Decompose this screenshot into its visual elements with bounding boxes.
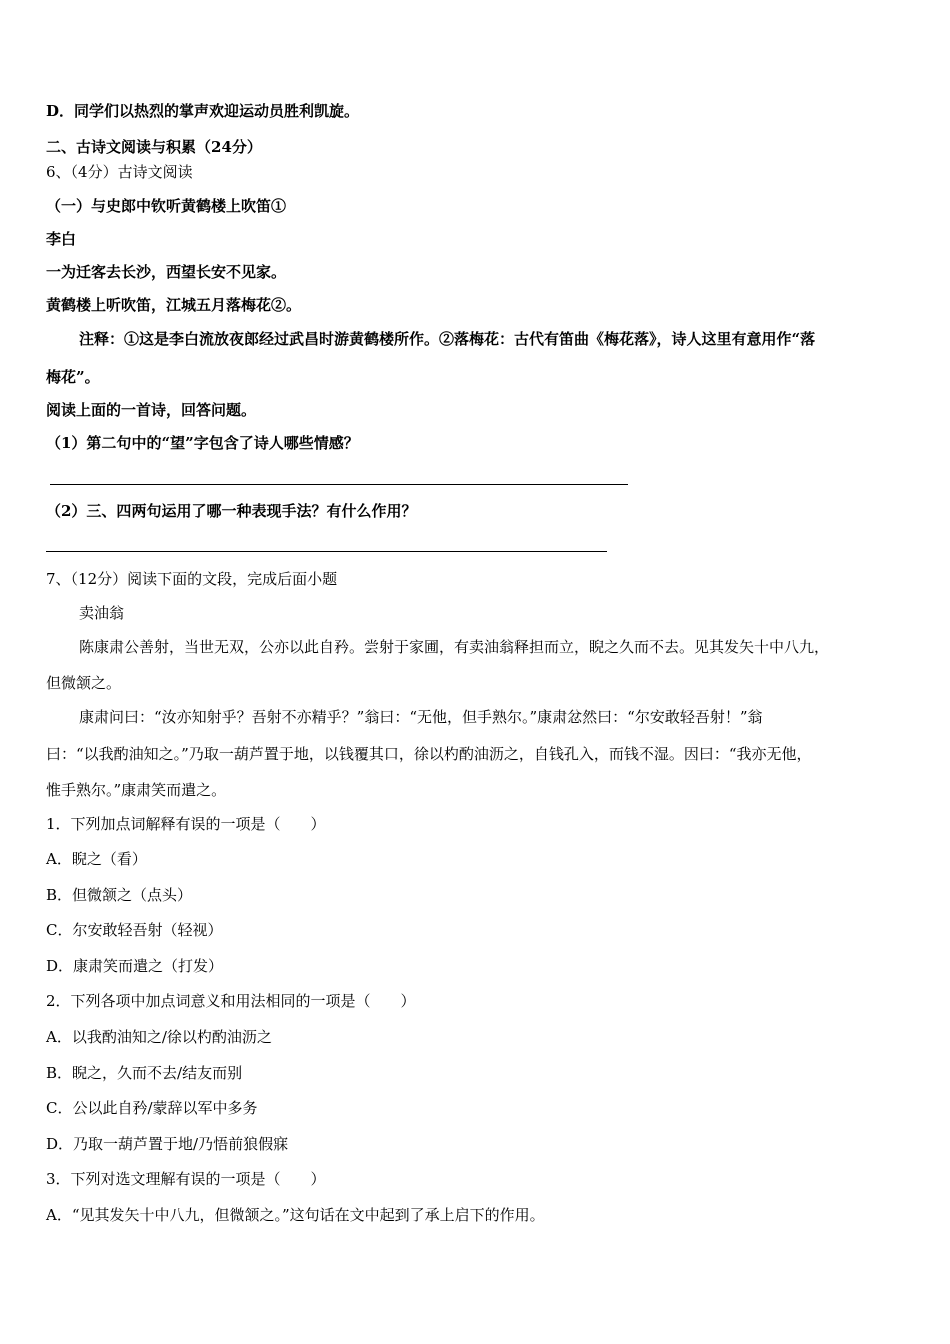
option-d-text: D．同学们以热烈的掌声欢迎运动员胜利凯旋。 (46, 102, 360, 120)
passage-title: 卖油翁 (79, 604, 125, 622)
sub-question-2: 2．下列各项中加点词意义和用法相同的一项是（ ） (46, 992, 416, 1010)
sub-q1-option-c: C．尔安敢轻吾射（轻视） (46, 921, 223, 939)
sub-q1-option-d: D．康肃笑而遣之（打发） (46, 957, 224, 975)
passage-para-2: 康肃问曰：“汝亦知射乎？吾射不亦精乎？”翁曰：“无他，但手熟尔。”康肃忿然曰：“尔安敢轻吾射！”翁 (79, 708, 763, 726)
answer-line-1 (50, 484, 628, 485)
sub-q2-option-b: B．睨之，久而不去/结友而别 (46, 1064, 243, 1082)
poem-author: 李白 (46, 230, 77, 248)
sub-q2-option-a: A．以我酌油知之/徐以杓酌油沥之 (46, 1028, 272, 1046)
answer-line-2 (46, 551, 607, 552)
poem-line-1: 一为迁客去长沙，西望长安不见家。 (46, 263, 287, 281)
sub-q3-option-a: A．“见其发矢十中八九，但微颔之。”这句话在文中起到了承上启下的作用。 (46, 1206, 545, 1224)
passage-para-1-cont: 但微颔之。 (46, 674, 122, 692)
sub-q1-option-a: A．睨之（看） (46, 850, 147, 868)
question-6-1: （1）第二句中的“望”字包含了诗人哪些情感？ (46, 434, 359, 452)
poem-title: （一）与史郎中钦听黄鹤楼上吹笛① (46, 197, 287, 215)
sub-q2-option-d: D．乃取一葫芦置于地/乃悟前狼假寐 (46, 1135, 289, 1153)
section-heading: 二、古诗文阅读与积累（24分） (46, 138, 262, 156)
question-6-heading: 6、（4分）古诗文阅读 (46, 163, 193, 181)
sub-question-1: 1．下列加点词解释有误的一项是（ ） (46, 815, 326, 833)
passage-para-2-end: 惟手熟尔。”康肃笑而遣之。 (46, 781, 227, 799)
sub-question-3: 3．下列对选文理解有误的一项是（ ） (46, 1170, 326, 1188)
sub-q1-option-b: B．但微颔之（点头） (46, 886, 193, 904)
question-7-heading: 7、（12分）阅读下面的文段，完成后面小题 (46, 570, 338, 588)
poem-notes: 注释：①这是李白流放夜郎经过武昌时游黄鹤楼所作。②落梅花：古代有笛曲《梅花落》，诗人这里有意用作“落 (79, 330, 816, 348)
passage-para-1: 陈康肃公善射，当世无双，公亦以此自矜。尝射于家圃，有卖油翁释担而立，睨之久而不去。见其发矢十中八九， (79, 638, 830, 656)
reading-instruction: 阅读上面的一首诗，回答问题。 (46, 401, 257, 419)
poem-notes-cont: 梅花”。 (46, 368, 100, 386)
question-6-2: （2）三、四两句运用了哪一种表现手法？有什么作用？ (46, 502, 417, 520)
sub-q2-option-c: C．公以此自矜/蒙辞以军中多务 (46, 1099, 258, 1117)
poem-line-2: 黄鹤楼上听吹笛，江城五月落梅花②。 (46, 296, 302, 314)
passage-para-2-cont: 曰：“以我酌油知之。”乃取一葫芦置于地，以钱覆其口，徐以杓酌油沥之，自钱孔入，而钱不湿。因曰：“我亦无他， (46, 745, 812, 763)
